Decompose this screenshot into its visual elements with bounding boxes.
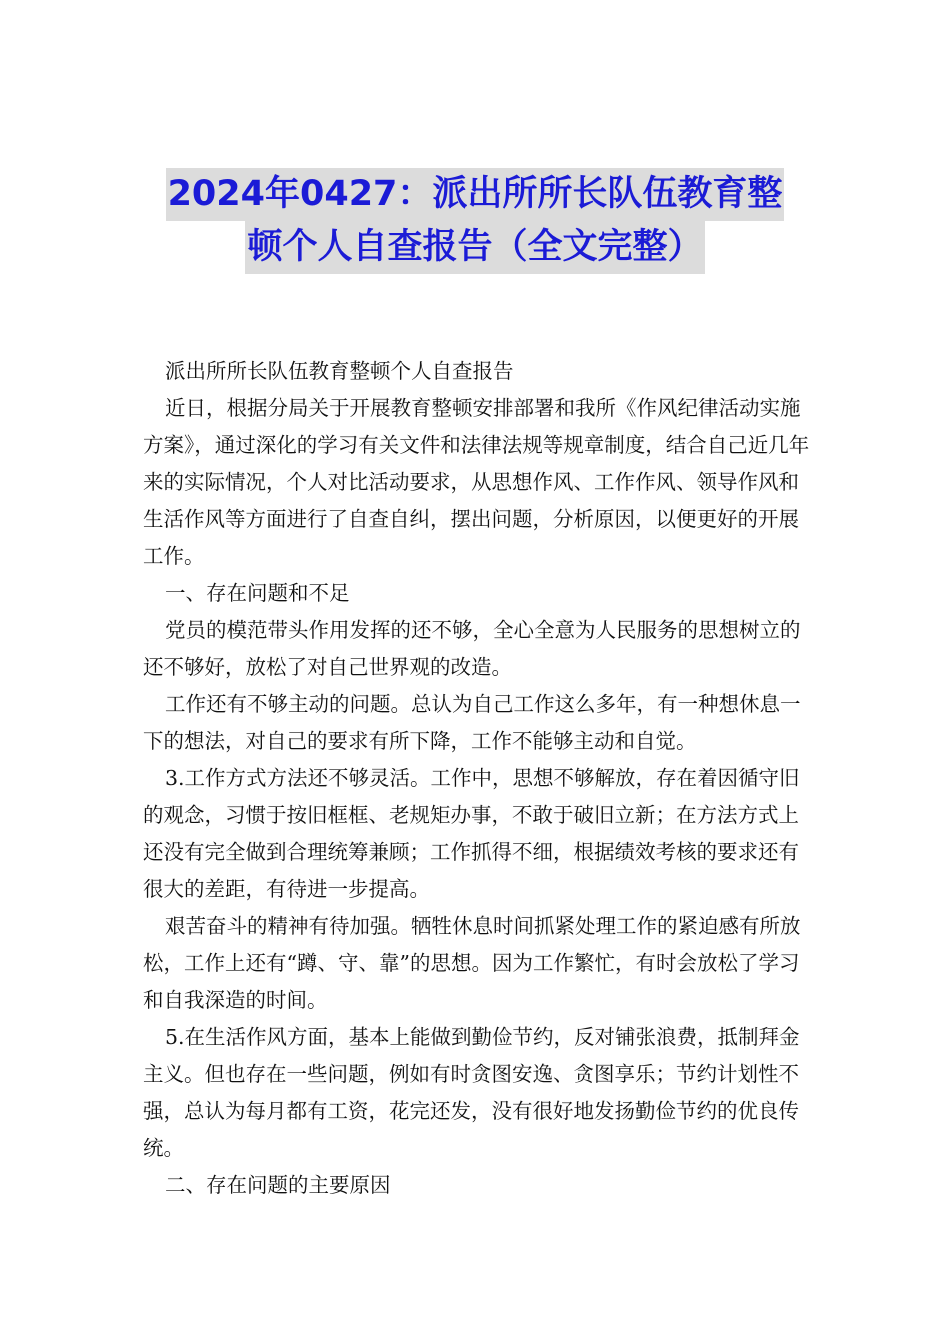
paragraph-problem-4: 艰苦奋斗的精神有待加强。牺牲休息时间抓紧处理工作的紧迫感有所放松，工作上还有“蹲、守、靠”的思想。因为工作繁忙，有时会放松了学习和自我深造的时间。 bbox=[143, 914, 801, 1012]
paragraph-problem-3: 3.工作方式方法还不够灵活。工作中，思想不够解放，存在着因循守旧的观念，习惯于按旧框框、老规矩办事，不敢于破旧立新；在方法方式上还没有完全做到合理统筹兼顾；工作抓得不细，根据绩效考核的要求还有很大的差距，有待进一步提高。 bbox=[143, 766, 800, 901]
title-line-2: 顿个人自查报告（全文完整） bbox=[245, 221, 704, 274]
paragraph-problem-1: 党员的模范带头作用发挥的还不够，全心全意为人民服务的思想树立的还不够好，放松了对自己世界观的改造。 bbox=[143, 618, 801, 679]
paragraph-intro: 近日，根据分局关于开展教育整顿安排部署和我所《作风纪律活动实施方案》，通过深化的学习有关文件和法律法规等规章制度，结合自己近几年来的实际情况，个人对比活动要求，从思想作风、工作作风、领导作风和生活作风等方面进行了自查自纠，摆出问题，分析原因，以便更好的开展工作。 bbox=[143, 396, 810, 568]
document-title bbox=[120, 168, 830, 274]
section-heading-problems: 一、存在问题和不足 bbox=[165, 581, 350, 605]
section-heading-causes: 二、存在问题的主要原因 bbox=[165, 1173, 391, 1197]
paragraph-problem-2: 工作还有不够主动的问题。总认为自己工作这么多年，有一种想休息一下的想法，对自己的要求有所下降，工作不能够主动和自觉。 bbox=[143, 692, 801, 753]
title-line-1: 2024年0427：派出所所长队伍教育整 bbox=[166, 168, 785, 221]
paragraph-problem-5: 5.在生活作风方面，基本上能做到勤俭节约，反对铺张浪费，抵制拜金主义。但也存在一些问题，例如有时贪图安逸、贪图享乐；节约计划性不强，总认为每月都有工资，花完还发，没有很好地发扬勤俭节约的优良传统。 bbox=[143, 1025, 800, 1160]
document-body bbox=[143, 353, 811, 1204]
report-subtitle: 派出所所长队伍教育整顿个人自查报告 bbox=[165, 359, 514, 383]
